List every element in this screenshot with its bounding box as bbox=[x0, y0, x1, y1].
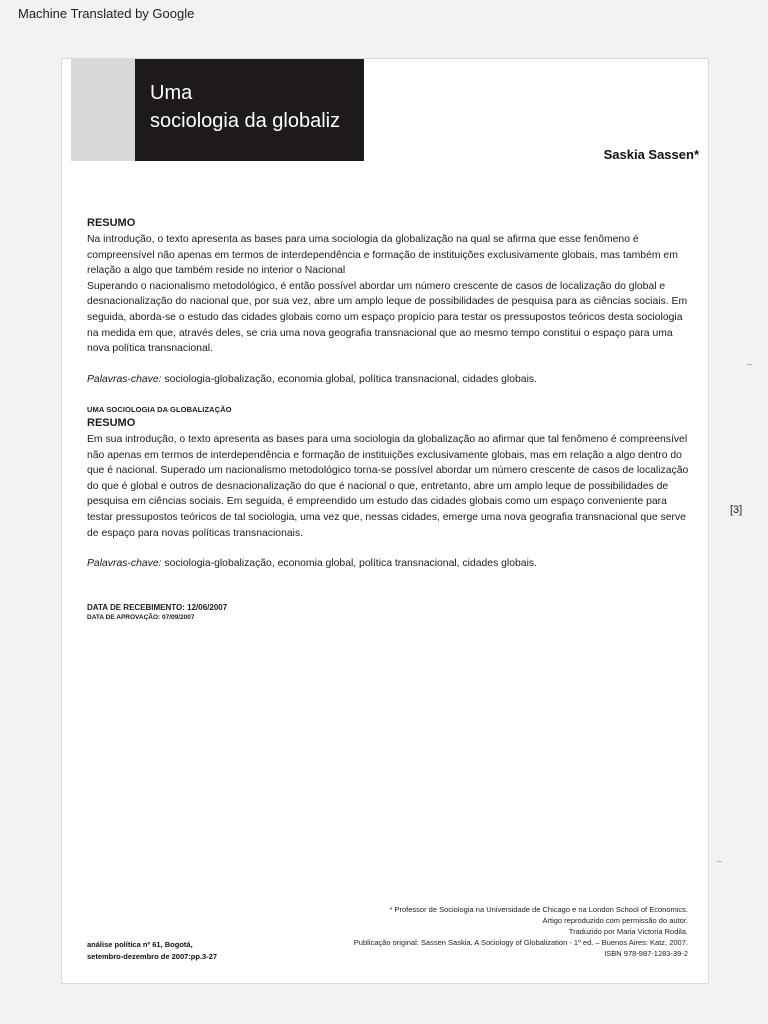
footnote-line: Publicação original: Sassen Saskia, A Sociology of Globalization - 1º ed. – Buenos Aires: Katz, 2007. bbox=[353, 938, 688, 947]
keywords-text: sociologia-globalização, economia global, política transnacional, cidades globais. bbox=[161, 558, 537, 570]
dates-block bbox=[87, 602, 692, 622]
journal-citation bbox=[87, 939, 217, 963]
title-line-2: sociologia da globaliz bbox=[150, 110, 341, 132]
author-name: Saskia Sassen* bbox=[603, 147, 699, 162]
abstract-paragraph-2: Superando o nacionalismo metodológico, é então possível abordar um número crescente de casos de localização do global e desnacionalização do nacional que, por sua vez, abre um amplo leque de possibilidades de pesquisa para as ciências sociais. Em seguida, aborda-se o estudo das cidades globais como um espaço propício para testar os pressupostos teóricos desta sociologia na medida em que, através deles, se cria uma nova geografia transnacional que ao mesmo tempo constitui o espaço para uma nova política transnacional. bbox=[87, 280, 688, 355]
article-subtitle: UMA SOCIOLOGIA DA GLOBALIZAÇÃO bbox=[87, 405, 232, 414]
abstract-paragraph-1: Na introdução, o texto apresenta as bases para uma sociologia da globalização na qual se afirma que esse fenômeno é compreensível não apenas em termos de interdependência e formação de instituições exclusivamente globais, mas também em relação a algo que também reside no interior o Nacional bbox=[87, 234, 678, 277]
title-decoration-block bbox=[71, 59, 136, 161]
abstract-heading: RESUMO bbox=[87, 417, 136, 429]
abstract-heading: RESUMO bbox=[87, 217, 136, 229]
keywords-text: sociologia-globalização, economia global, política transnacional, cidades globais. bbox=[161, 373, 537, 385]
margin-mark bbox=[747, 364, 752, 365]
page-number: [3] bbox=[730, 504, 743, 516]
keywords-line bbox=[87, 556, 692, 572]
margin-mark bbox=[717, 861, 722, 862]
title-block bbox=[135, 59, 364, 161]
received-date: DATA DE RECEBIMENTO: 12/06/2007 bbox=[87, 603, 228, 612]
citation-line-2: setembro-dezembro de 2007:pp.3-27 bbox=[87, 952, 218, 961]
keywords-label: Palavras-chave: bbox=[87, 558, 162, 570]
document-page bbox=[61, 58, 709, 984]
title-line-1: Uma bbox=[150, 82, 193, 104]
citation-line-1: análise política nº 61, Bogotá, bbox=[87, 940, 193, 949]
footnote-line: Traduzido por Maria Victoria Rodila. bbox=[568, 927, 688, 936]
keywords-line bbox=[87, 372, 692, 388]
keywords-label: Palavras-chave: bbox=[87, 373, 162, 385]
footnote-line: ISBN 978-987-1283-39-2 bbox=[604, 949, 688, 958]
footnote-line: Artigo reproduzido com permissão do autor. bbox=[542, 916, 688, 925]
footnote-line: * Professor de Sociologia na Universidade de Chicago e na London School of Economics. bbox=[389, 905, 688, 914]
footnotes bbox=[288, 904, 688, 959]
abstract-paragraph: Em sua introdução, o texto apresenta as bases para uma sociologia da globalização ao afirmar que tal fenômeno é compreensível não apenas em termos de interdependência e formação de instituições exclusivamente globais, mas em relação a algo dentro do que é nacional. Superado um nacionalismo metodológico torna-se possível abordar um número crescente de casos de localização do que é global e outros de desnacionalização do que é nacional o que, entretanto, abre um amplo leque de possibilidades de pesquisa em ciências sociais. Em seguida, é empreendido um estudo das cidades globais como um espaço conveniente para testar pressupostos teóricos de tal sociologia, uma vez que, nessas cidades, emerge uma nova geografia transnacional que serve de espaço para novas políticas transnacionais. bbox=[87, 434, 689, 539]
machine-translation-banner: Machine Translated by Google bbox=[18, 6, 195, 21]
abstract-section-1 bbox=[87, 216, 692, 387]
approved-date: DATA DE APROVAÇÃO: 07/09/2007 bbox=[87, 614, 195, 621]
abstract-section-2 bbox=[87, 405, 692, 572]
